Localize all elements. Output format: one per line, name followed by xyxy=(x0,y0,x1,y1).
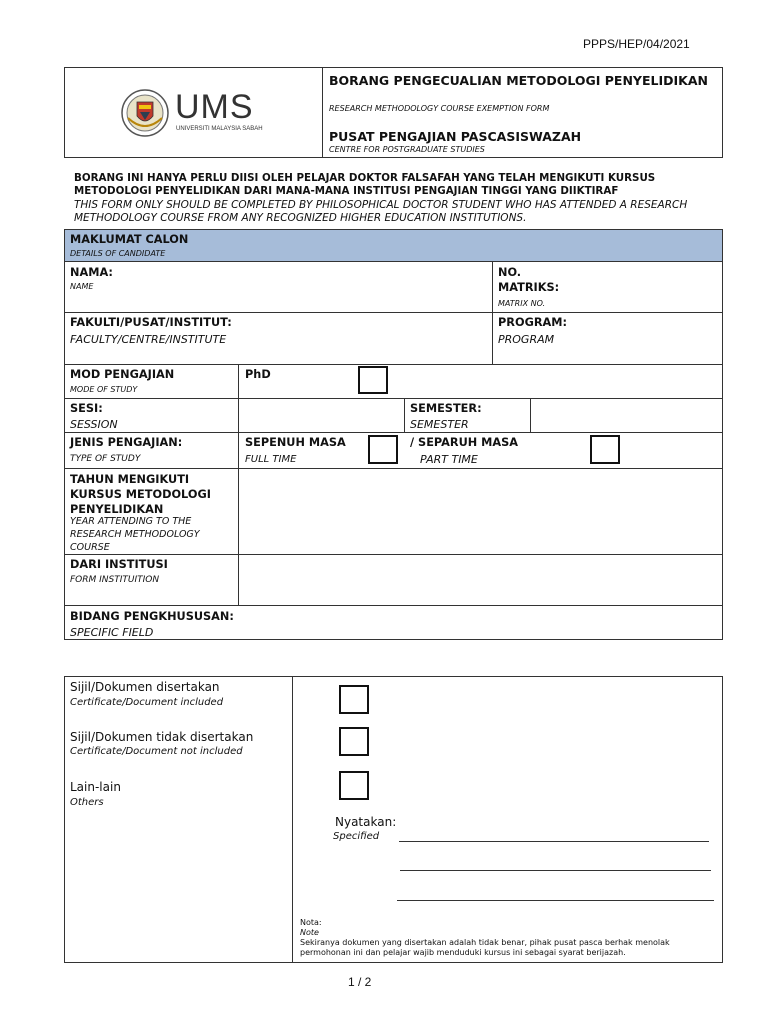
mode-label: MOD PENGAJIAN xyxy=(70,368,175,381)
header-divider xyxy=(322,67,323,158)
doc-not-included-label-en: Certificate/Document not included xyxy=(70,746,243,757)
doc-included-label-en: Certificate/Document included xyxy=(70,697,224,708)
candidate-section-title-en: DETAILS OF CANDIDATE xyxy=(70,249,166,258)
doc-included-label: Sijil/Dokumen disertakan xyxy=(70,680,220,694)
part-time-checkbox[interactable] xyxy=(590,435,620,464)
session-field[interactable] xyxy=(240,399,402,431)
centre-title: PUSAT PENGAJIAN PASCASISWAZAH xyxy=(329,129,582,144)
name-label: NAMA: xyxy=(70,266,113,279)
session-label-en: SESSION xyxy=(70,418,118,431)
form-title-en: RESEARCH METHODOLOGY COURSE EXEMPTION FORM xyxy=(329,104,550,113)
part-time-label: / SEPARUH MASA xyxy=(410,436,519,449)
note-text: Sekiranya dokumen yang disertakan adalah tidak benar, pihak pusat pasca berhak menolak permohonan ini dan pelajar wajib menduduki kursus ini sebagai syarat berijazah. xyxy=(300,938,670,957)
others-label-en: Others xyxy=(70,797,104,808)
form-reference: PPPS/HEP/04/2021 xyxy=(583,37,690,51)
program-label: PROGRAM: xyxy=(498,316,568,329)
full-time-label-en: FULL TIME xyxy=(245,454,297,465)
institution-label: DARI INSTITUSI xyxy=(70,558,168,571)
name-field[interactable] xyxy=(240,263,490,311)
others-checkbox[interactable] xyxy=(339,771,369,800)
faculty-field[interactable] xyxy=(250,314,490,362)
col-divider xyxy=(404,398,405,432)
col-divider xyxy=(530,398,531,432)
doc-not-included-checkbox[interactable] xyxy=(339,727,369,756)
institution-field[interactable] xyxy=(240,555,720,604)
program-label-en: PROGRAM xyxy=(498,333,555,346)
doc-included-checkbox[interactable] xyxy=(339,685,369,714)
note-label-en: Note xyxy=(300,928,319,937)
col-divider xyxy=(492,262,493,364)
row-divider xyxy=(64,312,723,313)
faculty-label-en: FACULTY/CENTRE/INSTITUTE xyxy=(70,333,227,346)
others-label: Lain-lain xyxy=(70,780,121,794)
matric-field[interactable] xyxy=(580,263,720,311)
note-label: Nota: xyxy=(300,918,322,927)
full-time-checkbox[interactable] xyxy=(368,435,398,464)
field-label-en: SPECIFIC FIELD xyxy=(70,626,154,639)
matric-label-2: MATRIKS: xyxy=(498,281,560,294)
specify-label-en: Specified xyxy=(333,831,380,842)
specify-line-3[interactable] xyxy=(397,900,714,901)
study-type-label: JENIS PENGAJIAN: xyxy=(70,436,183,449)
row-divider xyxy=(64,364,723,365)
specify-line-2[interactable] xyxy=(400,870,711,871)
documents-divider xyxy=(292,676,293,963)
part-time-label-en: PART TIME xyxy=(420,453,478,466)
field-label: BIDANG PENGKHUSUSAN: xyxy=(70,610,234,623)
form-title: BORANG PENGECUALIAN METODOLOGI PENYELIDIKAN xyxy=(329,73,708,88)
ums-crest-icon xyxy=(120,88,170,138)
year-label-en-1: YEAR ATTENDING TO THE xyxy=(70,516,192,527)
full-time-label: SEPENUH MASA xyxy=(245,436,346,449)
candidate-section-title: MAKLUMAT CALON xyxy=(70,233,189,246)
matric-label-en: MATRIX NO. xyxy=(498,299,546,308)
matric-label-1: NO. xyxy=(498,266,522,279)
mode-label-en: MODE OF STUDY xyxy=(70,385,138,394)
col-divider xyxy=(238,364,239,605)
phd-checkbox[interactable] xyxy=(358,366,388,394)
intro-malay: BORANG INI HANYA PERLU DIISI OLEH PELAJAR DOKTOR FALSAFAH YANG TELAH MENGIKUTI KURSUS METODOLOGI PENYELIDIKAN DARI MANA-MANA INSTITUSI PENGAJIAN TINGGI YANG DIIKTIRAF xyxy=(74,172,656,197)
intro-english: THIS FORM ONLY SHOULD BE COMPLETED BY PHILOSOPHICAL DOCTOR STUDENT WHO HAS ATTENDED A RESEARCH METHODOLOGY COURSE FROM ANY RECOGNIZED HIGHER EDUCATION INSTITUTIONS. xyxy=(74,199,688,224)
year-label-1: TAHUN MENGIKUTI xyxy=(70,473,190,486)
year-label-en-3: COURSE xyxy=(70,542,110,553)
faculty-label: FAKULTI/PUSAT/INSTITUT: xyxy=(70,316,232,329)
logo-subtitle: UNIVERSITI MALAYSIA SABAH xyxy=(176,126,263,132)
doc-not-included-label: Sijil/Dokumen tidak disertakan xyxy=(70,730,254,744)
session-label: SESI: xyxy=(70,402,103,415)
row-divider xyxy=(64,605,723,606)
page-number: 1 / 2 xyxy=(348,975,372,989)
year-field[interactable] xyxy=(240,469,720,553)
specify-label: Nyatakan: xyxy=(335,815,397,829)
semester-field[interactable] xyxy=(532,399,720,431)
mode-value: PhD xyxy=(245,368,271,381)
study-type-label-en: TYPE OF STUDY xyxy=(70,454,141,464)
centre-title-en: CENTRE FOR POSTGRADUATE STUDIES xyxy=(329,145,485,154)
row-divider xyxy=(64,432,723,433)
semester-label: SEMESTER: xyxy=(410,402,482,415)
year-label-3: PENYELIDIKAN xyxy=(70,503,164,516)
logo-wordmark: UMS xyxy=(175,88,254,126)
year-label-en-2: RESEARCH METHODOLOGY xyxy=(70,529,200,540)
semester-label-en: SEMESTER xyxy=(410,418,469,431)
institution-label-en: FORM INSTITUITION xyxy=(70,575,160,585)
year-label-2: KURSUS METODOLOGI xyxy=(70,488,211,501)
name-label-en: NAME xyxy=(70,282,94,291)
specify-line-1[interactable] xyxy=(399,841,709,842)
note-block xyxy=(300,918,720,958)
